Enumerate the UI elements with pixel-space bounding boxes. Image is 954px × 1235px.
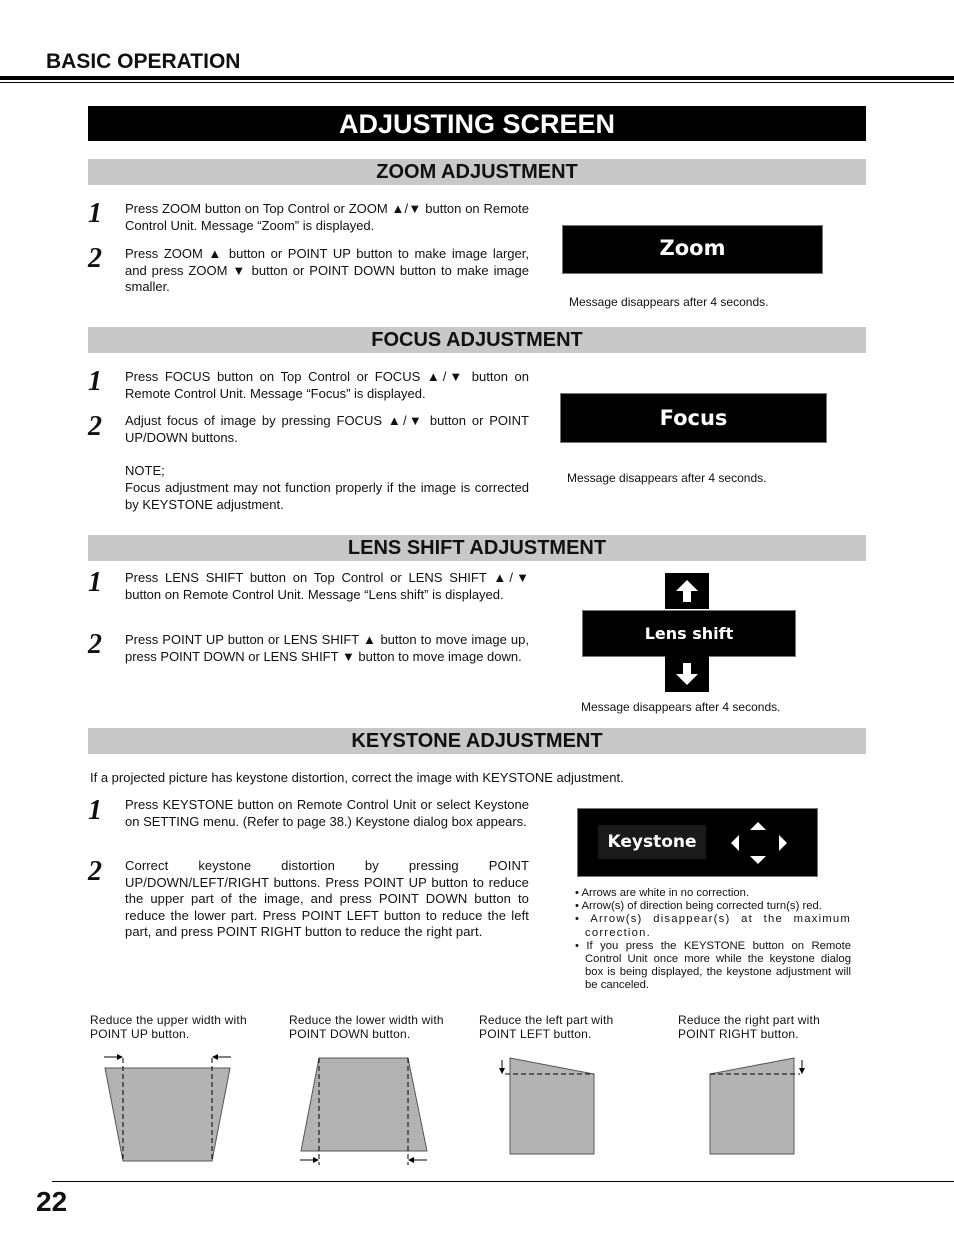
focus-step-2: Adjust focus of image by pressing FOCUS ▲/▼ button or POINT UP/DOWN buttons.: [125, 413, 529, 445]
diagram-reduce-upper: [104, 1054, 231, 1161]
focus-step-1: Press FOCUS button on Top Control or FOCUS ▲/▼ button on Remote Control Unit. Message “Focus” is displayed.: [125, 369, 529, 401]
diagram-reduce-lower: [300, 1058, 427, 1165]
page-title: ADJUSTING SCREEN: [88, 106, 866, 141]
focus-caption: Message disappears after 4 seconds.: [567, 471, 767, 485]
zoom-heading: ZOOM ADJUSTMENT: [88, 159, 866, 185]
diagram-label-right: Reduce the right part with POINT RIGHT button.: [678, 1013, 820, 1041]
step-number: 1: [88, 795, 102, 826]
keystone-diagrams: [80, 1048, 860, 1173]
note-item: • Arrow(s) of direction being corrected turn(s) red.: [575, 900, 822, 913]
focus-note-text: Focus adjustment may not function properly if the image is corrected by KEYSTONE adjustment.: [125, 480, 529, 512]
zoom-step-2: Press ZOOM ▲ button or POINT UP button to make image larger, and press ZOOM ▼ button or POINT DOWN button to make image smaller.: [125, 246, 529, 294]
header-rule-thin: [0, 82, 954, 83]
arrow-down-icon: [665, 656, 709, 692]
focus-note-label: NOTE;: [125, 463, 165, 478]
note-item: • Arrow(s) disappear(s) at the maximum correction.: [575, 913, 851, 939]
up-arrow-box: [665, 573, 709, 609]
diagram-reduce-left: [499, 1058, 594, 1154]
step-number: 2: [88, 856, 102, 887]
lens-shift-message-screen: Lens shift: [582, 610, 796, 657]
page-number: 22: [36, 1186, 68, 1217]
keystone-dialog-label: Keystone: [598, 825, 706, 859]
lens-step-2: Press POINT UP button or LENS SHIFT ▲ button to move image up, press POINT DOWN or LENS SHIFT ▼ button to move image down.: [125, 632, 529, 664]
keystone-dialog: [577, 808, 818, 877]
note-item: • If you press the KEYSTONE button on Remote Control Unit once more while the keystone dialog box is being displayed, the keystone adjustment will be canceled.: [575, 939, 851, 992]
step-number: 1: [88, 198, 102, 229]
down-arrow-box: [665, 656, 709, 692]
step-number: 1: [88, 567, 102, 598]
direction-arrows-icon: [726, 819, 796, 867]
diagram-label-down: Reduce the lower width with POINT DOWN button.: [289, 1013, 444, 1041]
lens-step-1: Press LENS SHIFT button on Top Control or LENS SHIFT ▲/▼ button on Remote Control Unit. Message “Lens shift” is displayed.: [125, 570, 529, 602]
focus-message-screen: Focus: [560, 393, 827, 443]
keystone-step-1: Press KEYSTONE button on Remote Control Unit or select Keystone on SETTING menu. (Refer to page 38.) Keystone dialog box appears.: [125, 797, 529, 829]
diagram-label-up: Reduce the upper width with POINT UP button.: [90, 1013, 247, 1041]
step-number: 2: [88, 629, 102, 660]
lens-caption: Message disappears after 4 seconds.: [581, 700, 781, 714]
keystone-notes: [575, 887, 851, 993]
zoom-caption: Message disappears after 4 seconds.: [569, 295, 769, 309]
step-number: 2: [88, 411, 102, 442]
focus-heading: FOCUS ADJUSTMENT: [88, 327, 866, 353]
note-item: • Arrows are white in no correction.: [575, 887, 750, 899]
header-rule: [0, 76, 954, 80]
keystone-heading: KEYSTONE ADJUSTMENT: [88, 728, 866, 754]
zoom-step-1: Press ZOOM button on Top Control or ZOOM ▲/▼ button on Remote Control Unit. Message “Zoom” is displayed.: [125, 201, 529, 233]
lens-heading: LENS SHIFT ADJUSTMENT: [88, 535, 866, 561]
footer-rule: [52, 1181, 954, 1182]
diagram-label-left: Reduce the left part with POINT LEFT button.: [479, 1013, 614, 1041]
section-title: BASIC OPERATION: [46, 50, 241, 73]
diagram-reduce-right: [710, 1058, 805, 1154]
keystone-intro: If a projected picture has keystone distortion, correct the image with KEYSTONE adjustment.: [90, 770, 624, 785]
step-number: 2: [88, 243, 102, 274]
keystone-step-2: Correct keystone distortion by pressing POINT UP/DOWN/LEFT/RIGHT buttons. Press POINT UP button to reduce the upper part of the image, and press POINT DOWN button to reduce the lower part. Press POINT LEFT button to reduce the left part, and press POINT RIGHT button to reduce the right part.: [125, 858, 529, 939]
step-number: 1: [88, 366, 102, 397]
zoom-message-screen: Zoom: [562, 225, 823, 274]
arrow-up-icon: [665, 573, 709, 609]
